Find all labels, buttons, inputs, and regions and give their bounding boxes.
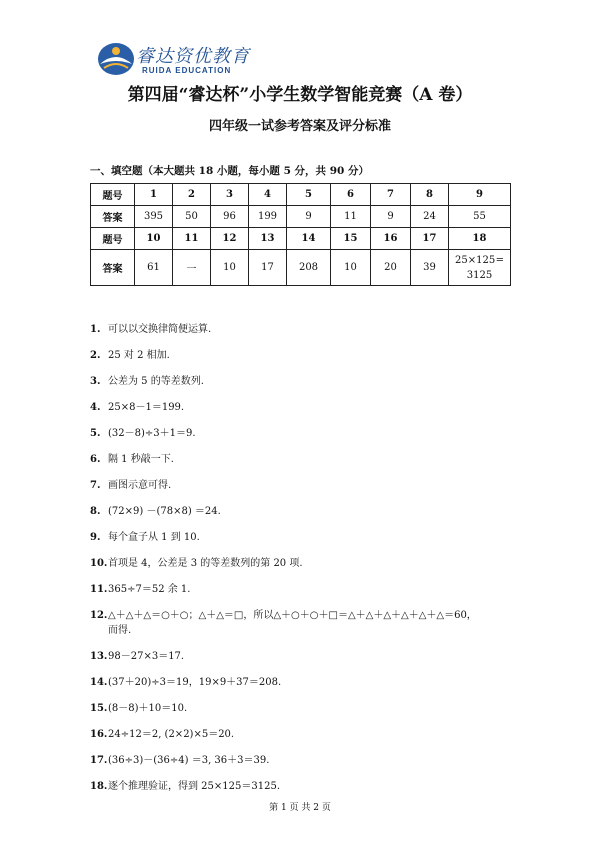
list-item bbox=[90, 346, 520, 361]
ruida-logo bbox=[96, 40, 250, 84]
solution-number: 5. bbox=[90, 428, 101, 439]
solution-text: (36÷3)－(36÷4) ＝3, 36＋3＝39. bbox=[108, 755, 270, 766]
row-label-answer: 答案 bbox=[91, 250, 135, 286]
table-cell: 16 bbox=[371, 228, 411, 250]
solution-number: 14. bbox=[90, 677, 108, 688]
section-note: （本大题共 18 小题，每小题 5 分，共 90 分） bbox=[142, 165, 369, 177]
table-cell: 10 bbox=[331, 250, 371, 286]
table-cell: 8 bbox=[411, 184, 449, 206]
solution-text: 24÷12＝2, (2×2)×5＝20. bbox=[108, 729, 235, 740]
table-cell: 96 bbox=[211, 206, 249, 228]
table-cell: 1 bbox=[135, 184, 173, 206]
table-cell: 17 bbox=[411, 228, 449, 250]
table-cell: 39 bbox=[411, 250, 449, 286]
solution-text: 25×8－1＝199. bbox=[108, 402, 185, 413]
list-item bbox=[90, 476, 520, 491]
table-row bbox=[91, 184, 511, 206]
table-row bbox=[91, 206, 511, 228]
list-item bbox=[90, 554, 520, 569]
table-cell: 24 bbox=[411, 206, 449, 228]
solution-text: (37＋20)÷3＝19，19×9＋37＝208. bbox=[108, 677, 282, 688]
list-item bbox=[90, 606, 520, 636]
table-cell: 395 bbox=[135, 206, 173, 228]
table-row bbox=[91, 228, 511, 250]
list-item bbox=[90, 580, 520, 595]
solution-number: 8. bbox=[90, 506, 101, 517]
solution-number: 13. bbox=[90, 651, 108, 662]
solution-number: 11. bbox=[90, 584, 108, 595]
solution-text: 可以以交换律简便运算. bbox=[108, 324, 212, 335]
table-cell: 13 bbox=[249, 228, 287, 250]
table-cell: 15 bbox=[331, 228, 371, 250]
answer-table bbox=[90, 183, 511, 286]
table-cell: 11 bbox=[173, 228, 211, 250]
list-item bbox=[90, 725, 520, 740]
table-cell: 7 bbox=[371, 184, 411, 206]
list-item bbox=[90, 320, 520, 335]
solution-text: 每个盒子从 1 到 10. bbox=[108, 532, 200, 543]
solution-number: 18. bbox=[90, 781, 108, 792]
section-heading bbox=[90, 163, 369, 178]
table-row bbox=[91, 250, 511, 286]
solution-text: 画图示意可得. bbox=[108, 480, 172, 491]
logo-chinese-text: 睿达资优教育 bbox=[136, 46, 250, 67]
table-cell: 9 bbox=[287, 206, 331, 228]
answer-18-expr: 25×125 bbox=[455, 254, 496, 266]
solution-number: 17. bbox=[90, 755, 108, 766]
list-item bbox=[90, 751, 520, 766]
solution-number: 12. bbox=[90, 610, 108, 621]
answer-18-value: 3125 bbox=[466, 269, 493, 281]
table-cell: 208 bbox=[287, 250, 331, 286]
solution-number: 4. bbox=[90, 402, 101, 413]
table-cell: 4 bbox=[249, 184, 287, 206]
solution-number: 3. bbox=[90, 376, 101, 387]
solution-text: 逐个推理验证，得到 25×125＝3125. bbox=[108, 781, 280, 792]
logo-english-text: RUIDA EDUCATION bbox=[142, 66, 232, 75]
table-cell: 50 bbox=[173, 206, 211, 228]
row-label-number: 题号 bbox=[91, 184, 135, 206]
list-item bbox=[90, 372, 520, 387]
list-item bbox=[90, 528, 520, 543]
table-cell: 3 bbox=[211, 184, 249, 206]
table-cell: 10 bbox=[135, 228, 173, 250]
table-cell: 14 bbox=[287, 228, 331, 250]
table-cell: 一 bbox=[173, 250, 211, 286]
solution-number: 10. bbox=[90, 558, 108, 569]
table-cell: 61 bbox=[135, 250, 173, 286]
table-cell: 2 bbox=[173, 184, 211, 206]
table-cell: 55 bbox=[449, 206, 511, 228]
answer-18-line1 bbox=[449, 253, 510, 268]
answer-18 bbox=[449, 253, 510, 283]
answer-18-eq: = bbox=[495, 254, 504, 266]
table-cell: 10 bbox=[211, 250, 249, 286]
solution-number: 6. bbox=[90, 454, 101, 465]
table-cell: 20 bbox=[371, 250, 411, 286]
table-cell: 6 bbox=[331, 184, 371, 206]
table-cell-18 bbox=[449, 250, 511, 286]
table-cell: 9 bbox=[371, 206, 411, 228]
row-label-answer: 答案 bbox=[91, 206, 135, 228]
list-item bbox=[90, 777, 520, 792]
solution-text: 25 对 2 相加. bbox=[108, 350, 170, 361]
solution-text: (32－8)÷3＋1＝9. bbox=[108, 428, 196, 439]
solution-text: △＋△＋△＝○＋○；△＋△＝□，所以△＋○＋○＋□＝△＋△＋△＋△＋△＋△＝60， bbox=[108, 610, 477, 621]
table-cell: 11 bbox=[331, 206, 371, 228]
list-item bbox=[90, 424, 520, 439]
ruida-logo-mark-icon bbox=[96, 40, 136, 78]
solution-number: 16. bbox=[90, 729, 108, 740]
solution-text: 公差为 5 的等差数列. bbox=[108, 376, 204, 387]
solution-text: 98－27×3＝17. bbox=[108, 651, 185, 662]
page-footer: 第 1 页 共 2 页 bbox=[269, 803, 331, 813]
solution-number: 2. bbox=[90, 350, 101, 361]
solution-text: (8－8)＋10＝10. bbox=[108, 703, 188, 714]
solution-text: 首项是 4，公差是 3 的等差数列的第 20 项. bbox=[108, 558, 303, 569]
solution-text: (72×9) －(78×8) ＝24. bbox=[108, 506, 221, 517]
page-subtitle: 四年级一试参考答案及评分标准 bbox=[208, 119, 391, 134]
solution-number: 9. bbox=[90, 532, 101, 543]
table-cell: 18 bbox=[449, 228, 511, 250]
table-cell: 9 bbox=[449, 184, 511, 206]
solution-text: 隔 1 秒敲一下. bbox=[108, 454, 174, 465]
list-item bbox=[90, 450, 520, 465]
table-cell: 12 bbox=[211, 228, 249, 250]
table-cell: 199 bbox=[249, 206, 287, 228]
table-cell: 5 bbox=[287, 184, 331, 206]
list-item bbox=[90, 502, 520, 517]
list-item bbox=[90, 673, 520, 688]
list-item bbox=[90, 398, 520, 413]
section-head: 一、填空题 bbox=[90, 165, 143, 177]
page-title: 第四届“睿达杯”小学生数学智能竞赛（A 卷） bbox=[127, 85, 473, 105]
solution-number: 7. bbox=[90, 480, 101, 491]
solution-number: 15. bbox=[90, 703, 108, 714]
solution-number: 1. bbox=[90, 324, 101, 335]
row-label-number: 题号 bbox=[91, 228, 135, 250]
list-item bbox=[90, 699, 520, 714]
solution-text: 365÷7＝52 余 1. bbox=[108, 584, 191, 595]
list-item bbox=[90, 647, 520, 662]
table-cell: 17 bbox=[249, 250, 287, 286]
solution-text-continued: 而得. bbox=[108, 625, 132, 636]
